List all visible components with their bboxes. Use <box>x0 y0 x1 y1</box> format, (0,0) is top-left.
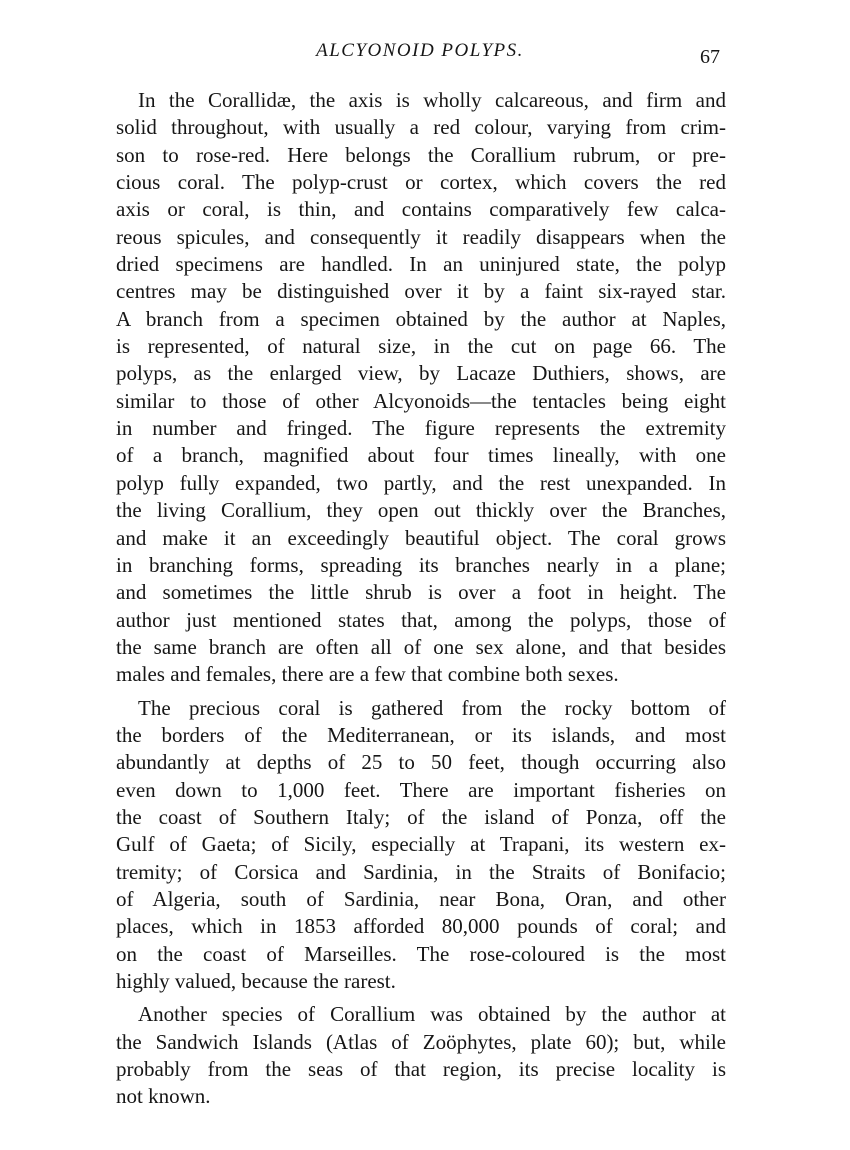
text-line: dried specimens are handled. In an uninjured state, the polyp <box>116 252 726 277</box>
text-line: males and females, there are a few that combine both sexes. <box>116 662 619 687</box>
text-line: of Algeria, south of Sardinia, near Bona, Oran, and other <box>116 886 726 911</box>
text-line: and sometimes the little shrub is over a foot in height. The <box>116 580 726 605</box>
text-line: the living Corallium, they open out thickly over the Branches, <box>116 498 726 523</box>
text-line: The precious coral is gathered from the rocky bottom of <box>138 695 726 720</box>
text-line: abundantly at depths of 25 to 50 feet, though occurring also <box>116 750 726 775</box>
text-line: is represented, of natural size, in the cut on page 66. The <box>116 334 726 359</box>
text-line: similar to those of other Alcyonoids—the tentacles being eight <box>116 388 726 413</box>
text-line: author just mentioned states that, among the polyps, those of <box>116 607 726 632</box>
paragraph-another-species <box>116 1001 726 1110</box>
text-line: the same branch are often all of one sex alone, and that besides <box>116 634 726 659</box>
running-head-title: ALCYONOID POLYPS. <box>316 40 524 61</box>
paragraph-precious-coral <box>116 695 726 996</box>
text-line: In the Corallidæ, the axis is wholly calcareous, and firm and <box>138 88 726 112</box>
text-line: the coast of Southern Italy; of the island of Ponza, off the <box>116 804 726 829</box>
text-line: axis or coral, is thin, and contains comparatively few calca- <box>116 197 726 222</box>
text-line: the borders of the Mediterranean, or its islands, and most <box>116 722 726 747</box>
text-line: son to rose-red. Here belongs the Corallium rubrum, or pre- <box>116 142 726 167</box>
text-line: centres may be distinguished over it by a faint six-rayed star. <box>116 279 726 304</box>
paragraph-corallidae <box>116 87 726 689</box>
text-line: and make it an exceedingly beautiful object. The coral grows <box>116 525 726 550</box>
text-line: of a branch, magnified about four times lineally, with one <box>116 443 726 468</box>
text-line: highly valued, because the rarest. <box>116 969 396 993</box>
text-line: cious coral. The polyp-crust or cortex, which covers the red <box>116 170 726 195</box>
text-line: in number and fringed. The figure represents the extremity <box>116 416 726 441</box>
text-line: in branching forms, spreading its branches nearly in a plane; <box>116 552 726 577</box>
text-line: reous spicules, and consequently it readily disappears when the <box>116 224 726 249</box>
text-line: A branch from a specimen obtained by the author at Naples, <box>116 306 726 331</box>
text-line: Gulf of Gaeta; of Sicily, especially at Trapani, its western ex- <box>116 832 726 857</box>
text-line: polyps, as the enlarged view, by Lacaze Duthiers, shows, are <box>116 361 726 386</box>
text-line: not known. <box>116 1084 211 1109</box>
text-line: on the coast of Marseilles. The rose-coloured is the most <box>116 941 726 966</box>
text-line: probably from the seas of that region, its precise locality is <box>116 1057 726 1082</box>
text-line: tremity; of Corsica and Sardinia, in the Straits of Bonifacio; <box>116 859 726 884</box>
text-line: places, which in 1853 afforded 80,000 pounds of coral; and <box>116 914 726 939</box>
body-text <box>116 87 726 1111</box>
text-line: even down to 1,000 feet. There are important fisheries on <box>116 777 726 802</box>
text-line: Another species of Corallium was obtained by the author at <box>138 1002 726 1027</box>
text-line: polyp fully expanded, two partly, and the rest unexpanded. In <box>116 470 726 495</box>
text-line: solid throughout, with usually a red colour, varying from crim- <box>116 115 726 140</box>
page-number: 67 <box>700 46 720 68</box>
text-line: the Sandwich Islands (Atlas of Zoöphytes, plate 60); but, while <box>116 1029 726 1054</box>
